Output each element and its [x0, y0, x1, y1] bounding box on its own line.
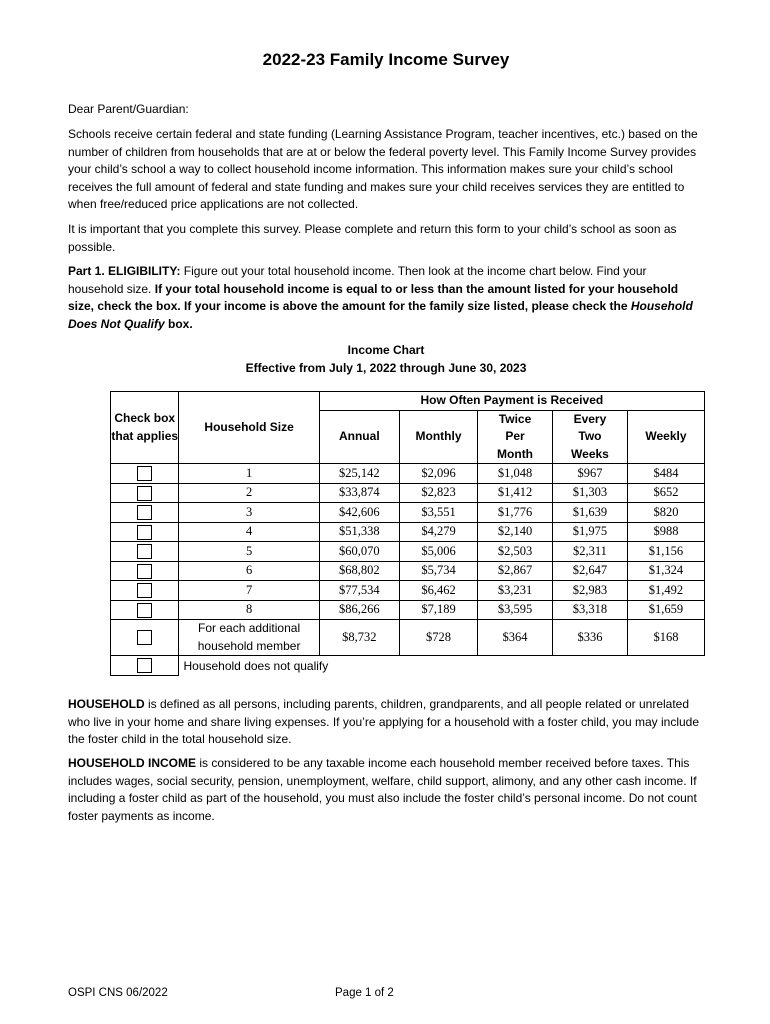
cell-size: 5: [179, 542, 319, 562]
header-household-size: Household Size: [179, 392, 319, 464]
cell-not-qualify: Household does not qualify: [179, 656, 705, 676]
part1-text: Figure out your total household income. Then look at the income chart below. Find your household size.: [68, 264, 647, 296]
cell-weekly: $1,659: [627, 600, 704, 620]
cell-size: 6: [179, 561, 319, 581]
cell-twice: $2,140: [478, 522, 553, 542]
cell-monthly: $3,551: [399, 503, 477, 523]
cell-size: 1: [179, 464, 319, 484]
income-definition-text: is considered to be any taxable income each household member received before taxes. This includes wages, social security, pension, unemployment, welfare, child support, alimony, and any other cash income. If including a foster child as part of the household, you must also include the foster child’s personal income. Do not count foster payments as income.: [68, 756, 697, 823]
cell-twice: $1,776: [478, 503, 553, 523]
cell-weekly: $168: [627, 620, 704, 656]
header-check: Check box that applies: [111, 392, 179, 464]
intro-paragraph: Schools receive certain federal and state funding (Learning Assistance Program, teacher incentives, etc.) based on the number of children from households that are at or below the federal poverty level. This Family Income Survey provides your child’s school a way to collect household income information. This information makes sure your child’s school receives the full amount of federal and state funding and makes sure your child receives services they are entitled to when free/reduced price applications are not collected.: [68, 127, 698, 211]
cell-size: 8: [179, 600, 319, 620]
checkbox-size-5[interactable]: [137, 544, 152, 559]
income-chart-subtitle: Effective from July 1, 2022 through June 30, 2023: [245, 361, 527, 375]
cell-biweekly: $1,639: [552, 503, 627, 523]
cell-monthly: $2,096: [399, 464, 477, 484]
cell-biweekly: $2,983: [552, 581, 627, 601]
table-row: [111, 464, 705, 484]
checkbox-size-3[interactable]: [137, 505, 152, 520]
header-monthly: Monthly: [399, 410, 477, 464]
header-every-two-weeks: Every Two Weeks: [552, 410, 627, 464]
table-row: [111, 581, 705, 601]
part1-not-qualify-ref: Household Does Not Qualify: [68, 299, 693, 331]
checkbox-size-6[interactable]: [137, 564, 152, 579]
greeting: Dear Parent/Guardian:: [68, 102, 189, 116]
cell-weekly: $1,156: [627, 542, 704, 562]
cell-monthly: $6,462: [399, 581, 477, 601]
cell-weekly: $652: [627, 483, 704, 503]
cell-monthly: $4,279: [399, 522, 477, 542]
cell-weekly: $484: [627, 464, 704, 484]
income-definition: [68, 755, 704, 825]
cell-weekly: $820: [627, 503, 704, 523]
cell-size: 2: [179, 483, 319, 503]
part1-bold-end: box.: [164, 316, 193, 331]
cell-biweekly: $336: [552, 620, 627, 656]
checkbox-size-2[interactable]: [137, 486, 152, 501]
header-annual: Annual: [319, 410, 399, 464]
cell-monthly: $728: [399, 620, 477, 656]
table-row: [111, 542, 705, 562]
cell-size: 3: [179, 503, 319, 523]
cell-twice: $3,595: [478, 600, 553, 620]
cell-annual: $8,732: [319, 620, 399, 656]
cell-size: 7: [179, 581, 319, 601]
household-definition-text: is defined as all persons, including parents, children, grandparents, and all people related or unrelated who live in your home and share living expenses. If you’re applying for a household with a foster child, you may include the foster child in the total household size.: [68, 697, 700, 746]
checkbox-not-qualify[interactable]: [137, 658, 152, 673]
cell-biweekly: $967: [552, 464, 627, 484]
income-term: HOUSEHOLD INCOME: [68, 756, 197, 770]
cell-twice: $1,048: [478, 464, 553, 484]
cell-monthly: $7,189: [399, 600, 477, 620]
important-paragraph: It is important that you complete this survey. Please complete and return this form to your child’s school as soon as possible.: [68, 222, 677, 254]
checkbox-size-4[interactable]: [137, 525, 152, 540]
cell-annual: $51,338: [319, 522, 399, 542]
cell-annual: $60,070: [319, 542, 399, 562]
cell-size: 4: [179, 522, 319, 542]
checkbox-size-8[interactable]: [137, 603, 152, 618]
cell-twice: $1,412: [478, 483, 553, 503]
cell-annual: $77,534: [319, 581, 399, 601]
footer-form-code: OSPI CNS 06/2022: [68, 987, 168, 999]
table-row: [111, 483, 705, 503]
cell-weekly: $1,324: [627, 561, 704, 581]
cell-biweekly: $2,311: [552, 542, 627, 562]
cell-monthly: $5,006: [399, 542, 477, 562]
cell-weekly: $1,492: [627, 581, 704, 601]
part1-paragraph: [68, 263, 704, 333]
table-row: [111, 600, 705, 620]
header-weekly: Weekly: [627, 410, 704, 464]
table-row: [111, 522, 705, 542]
cell-biweekly: $1,975: [552, 522, 627, 542]
cell-additional-label: For each additional household member: [179, 620, 319, 656]
household-term: HOUSEHOLD: [68, 697, 145, 711]
income-chart-table: [110, 391, 705, 676]
cell-twice: $364: [478, 620, 553, 656]
cell-biweekly: $3,318: [552, 600, 627, 620]
cell-annual: $25,142: [319, 464, 399, 484]
checkbox-additional[interactable]: [137, 630, 152, 645]
cell-monthly: $5,734: [399, 561, 477, 581]
cell-biweekly: $1,303: [552, 483, 627, 503]
part1-label: Part 1. ELIGIBILITY:: [68, 264, 181, 278]
cell-annual: $86,266: [319, 600, 399, 620]
table-row: [111, 503, 705, 523]
cell-twice: $2,503: [478, 542, 553, 562]
income-chart-title: Income Chart: [347, 343, 425, 357]
cell-twice: $2,867: [478, 561, 553, 581]
checkbox-size-1[interactable]: [137, 466, 152, 481]
page-title: 2022-23 Family Income Survey: [262, 50, 510, 69]
cell-annual: $42,606: [319, 503, 399, 523]
cell-annual: $68,802: [319, 561, 399, 581]
header-twice-per-month: Twice Per Month: [478, 410, 553, 464]
table-row-not-qualify: [111, 656, 705, 676]
footer-page-number: Page 1 of 2: [335, 987, 394, 999]
table-row-additional: [111, 620, 705, 656]
cell-weekly: $988: [627, 522, 704, 542]
table-row: [111, 561, 705, 581]
cell-biweekly: $2,647: [552, 561, 627, 581]
cell-monthly: $2,823: [399, 483, 477, 503]
cell-twice: $3,231: [478, 581, 553, 601]
part1-bold-text: If your total household income is equal to or less than the amount listed for your household size, check the box. If your income is above the amount for the family size listed, please check the: [68, 281, 679, 313]
header-payment-group: How Often Payment is Received: [319, 392, 704, 411]
cell-annual: $33,874: [319, 483, 399, 503]
household-definition: [68, 696, 704, 749]
checkbox-size-7[interactable]: [137, 583, 152, 598]
